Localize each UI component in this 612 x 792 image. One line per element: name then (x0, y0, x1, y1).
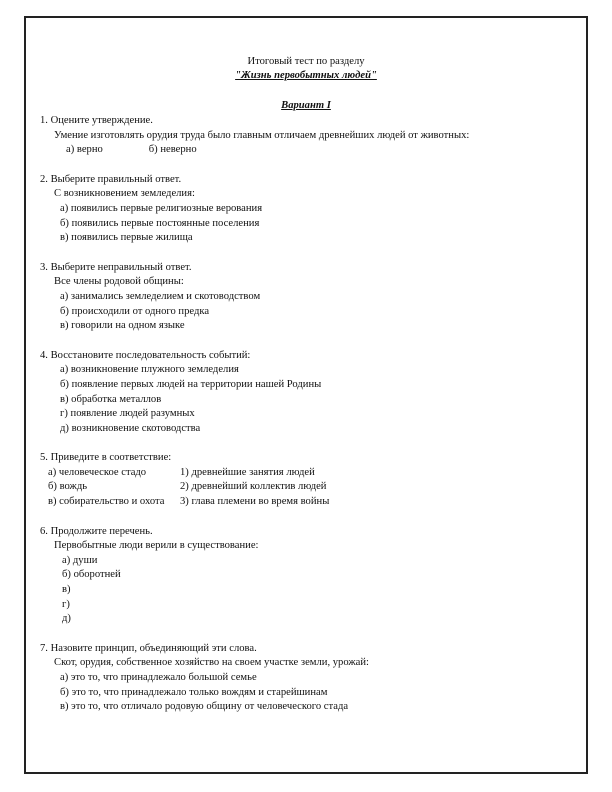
match-left-item: а) человеческое стадо (48, 466, 147, 478)
question-2-option-a: а) появились первые религиозные верования (60, 202, 263, 214)
match-left-item: б) вождь (48, 481, 88, 493)
option-true: а) верно (66, 144, 103, 156)
question-7-option-b: б) это то, что принадлежало только вождям и старейшинам (60, 686, 328, 698)
question-3-title: 3. Выберите неправильный ответ. (40, 261, 192, 273)
question-3-option-c: в) говорили на одном языке (60, 320, 185, 332)
question-5-title: 5. Приведите в соответствие: (40, 452, 172, 464)
question-3-text: Все члены родовой общины: (54, 276, 184, 288)
document-subtitle: "Жизнь первобытных людей" (235, 70, 377, 81)
question-6-title: 6. Продолжите перечень. (40, 525, 153, 537)
variant-heading: Вариант I (281, 100, 331, 111)
question-2-title: 2. Выберите правильный ответ. (40, 173, 182, 185)
question-3 (40, 261, 572, 334)
question-5 (40, 451, 572, 509)
question-6-option-d: г) (62, 598, 70, 610)
match-left-item: в) собирательство и охота (48, 496, 165, 508)
question-3-option-a: а) занимались земледелием и скотоводством (60, 290, 261, 302)
question-2-option-c: в) появились первые жилища (60, 232, 193, 244)
question-6-text: Первобытные люди верили в существование: (54, 540, 259, 552)
question-4-title: 4. Восстановите последовательность событий: (40, 349, 251, 361)
match-right-item: 1) древнейшие занятия людей (180, 466, 315, 478)
question-1-text: Умение изготовлять орудия труда было главным отличаем древнейших людей от животных: (54, 129, 470, 141)
question-1 (40, 114, 572, 158)
matching-row (48, 495, 329, 510)
matching-table (48, 466, 329, 510)
test-document (40, 55, 572, 730)
question-4-option-d: г) появление людей разумных (60, 408, 195, 420)
matching-row (48, 466, 329, 481)
question-3-option-b: б) происходили от одного предка (60, 305, 210, 317)
question-2-option-b: б) появились первые постоянные поселения (60, 217, 260, 229)
match-right-item: 3) глава племени во время войны (180, 496, 330, 508)
question-7-title: 7. Назовите принцип, объединяющий эти слова. (40, 642, 257, 654)
question-4-option-c: в) обработка металлов (60, 393, 162, 405)
question-1-options (40, 143, 572, 158)
question-4-option-b: б) появление первых людей на территории нашей Родины (60, 378, 322, 390)
question-4-option-a: а) возникновение плужного земледелия (60, 364, 239, 376)
option-false: б) неверно (148, 144, 197, 156)
question-6-option-c: в) (62, 584, 71, 596)
question-4-option-e: д) возникновение скотоводства (60, 422, 201, 434)
question-7-option-c: в) это то, что отличало родовую общину от человеческого стада (60, 701, 349, 713)
question-7-text: Скот, орудия, собственное хозяйство на своем участке земли, урожай: (54, 657, 370, 669)
question-6-option-a: а) души (62, 554, 98, 566)
question-7-option-a: а) это то, что принадлежало большой семье (60, 672, 257, 683)
question-6-option-b: б) оборотней (62, 569, 121, 581)
question-7 (40, 642, 572, 715)
match-right-item: 2) древнейший коллектив людей (180, 481, 327, 493)
document-title: Итоговый тест по разделу (247, 56, 365, 67)
question-4 (40, 349, 572, 437)
question-2-text: С возникновением земледелия: (54, 188, 195, 200)
question-6-option-e: д) (62, 613, 71, 625)
matching-row (48, 480, 329, 495)
question-6 (40, 525, 572, 627)
question-2 (40, 173, 572, 246)
question-1-title: 1. Оцените утверждение. (40, 115, 153, 126)
